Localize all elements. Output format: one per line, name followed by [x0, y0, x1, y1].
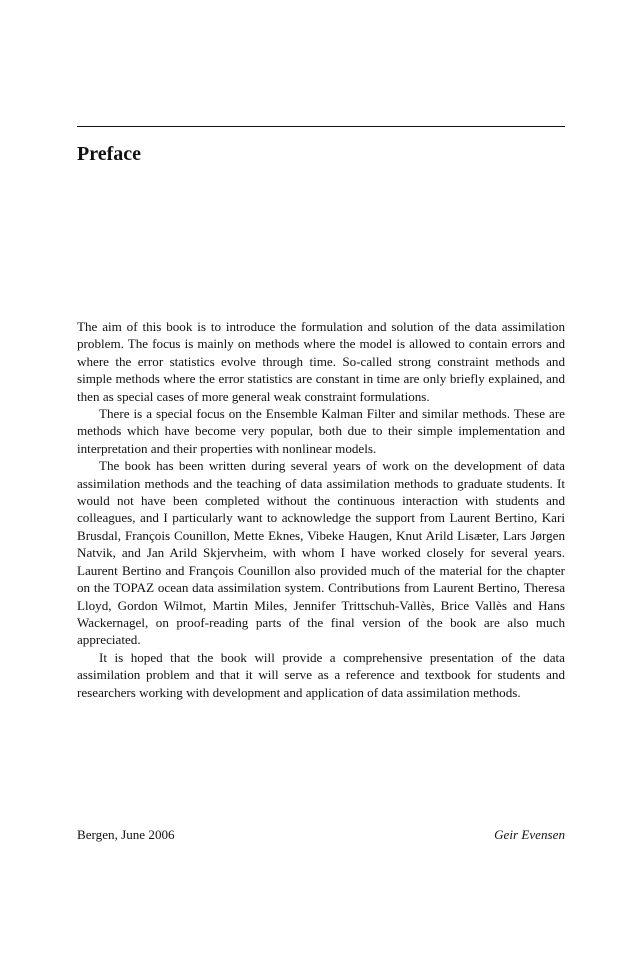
chapter-rule: [77, 126, 565, 127]
signature-line: [77, 826, 565, 843]
paragraph-acknowledgements: The book has been written during several years of work on the development of data assimilation methods and the teaching of data assimilation methods to graduate students. It would not have been completed without the continuous interaction with students and colleagues, and I particularly want to acknowledge the support from Laurent Bertino, Kari Brusdal, François Counillon, Mette Eknes, Vibeke Haugen, Knut Arild Lisæter, Lars Jørgen Natvik, and Jan Arild Skjervheim, with whom I have worked closely for several years. Laurent Bertino and François Counillon also provided much of the material for the chapter on the TOPAZ ocean data assimilation system. Contributions from Laurent Bertino, Theresa Lloyd, Gordon Wilmot, Martin Miles, Jennifer Trittschuh-Vallès, Brice Vallès and Hans Wackernagel, on proof-reading parts of the final version of the book are also much appreciated.: [77, 458, 565, 648]
paragraph-aim: The aim of this book is to introduce the formulation and solution of the data assimilation problem. The focus is mainly on methods where the model is allowed to contain errors and where the error statistics evolve through time. So-called strong constraint methods and simple methods where the error statistics are constant in time are only briefly explained, and then as special cases of more general weak constraint formulations.: [77, 319, 565, 404]
paragraph-enkf-focus: There is a special focus on the Ensemble Kalman Filter and similar methods. These are methods which have become very popular, both due to their simple implementation and interpretation and their properties with nonlinear models.: [77, 406, 565, 456]
place-date: Bergen, June 2006: [77, 827, 175, 842]
paragraph-hope: It is hoped that the book will provide a comprehensive presentation of the data assimilation problem and that it will serve as a reference and textbook for students and researchers working with development and application of data assimilation methods.: [77, 649, 565, 700]
author-name: Geir Evensen: [494, 827, 565, 842]
preface-body: [77, 318, 565, 701]
chapter-title: Preface: [77, 143, 142, 165]
